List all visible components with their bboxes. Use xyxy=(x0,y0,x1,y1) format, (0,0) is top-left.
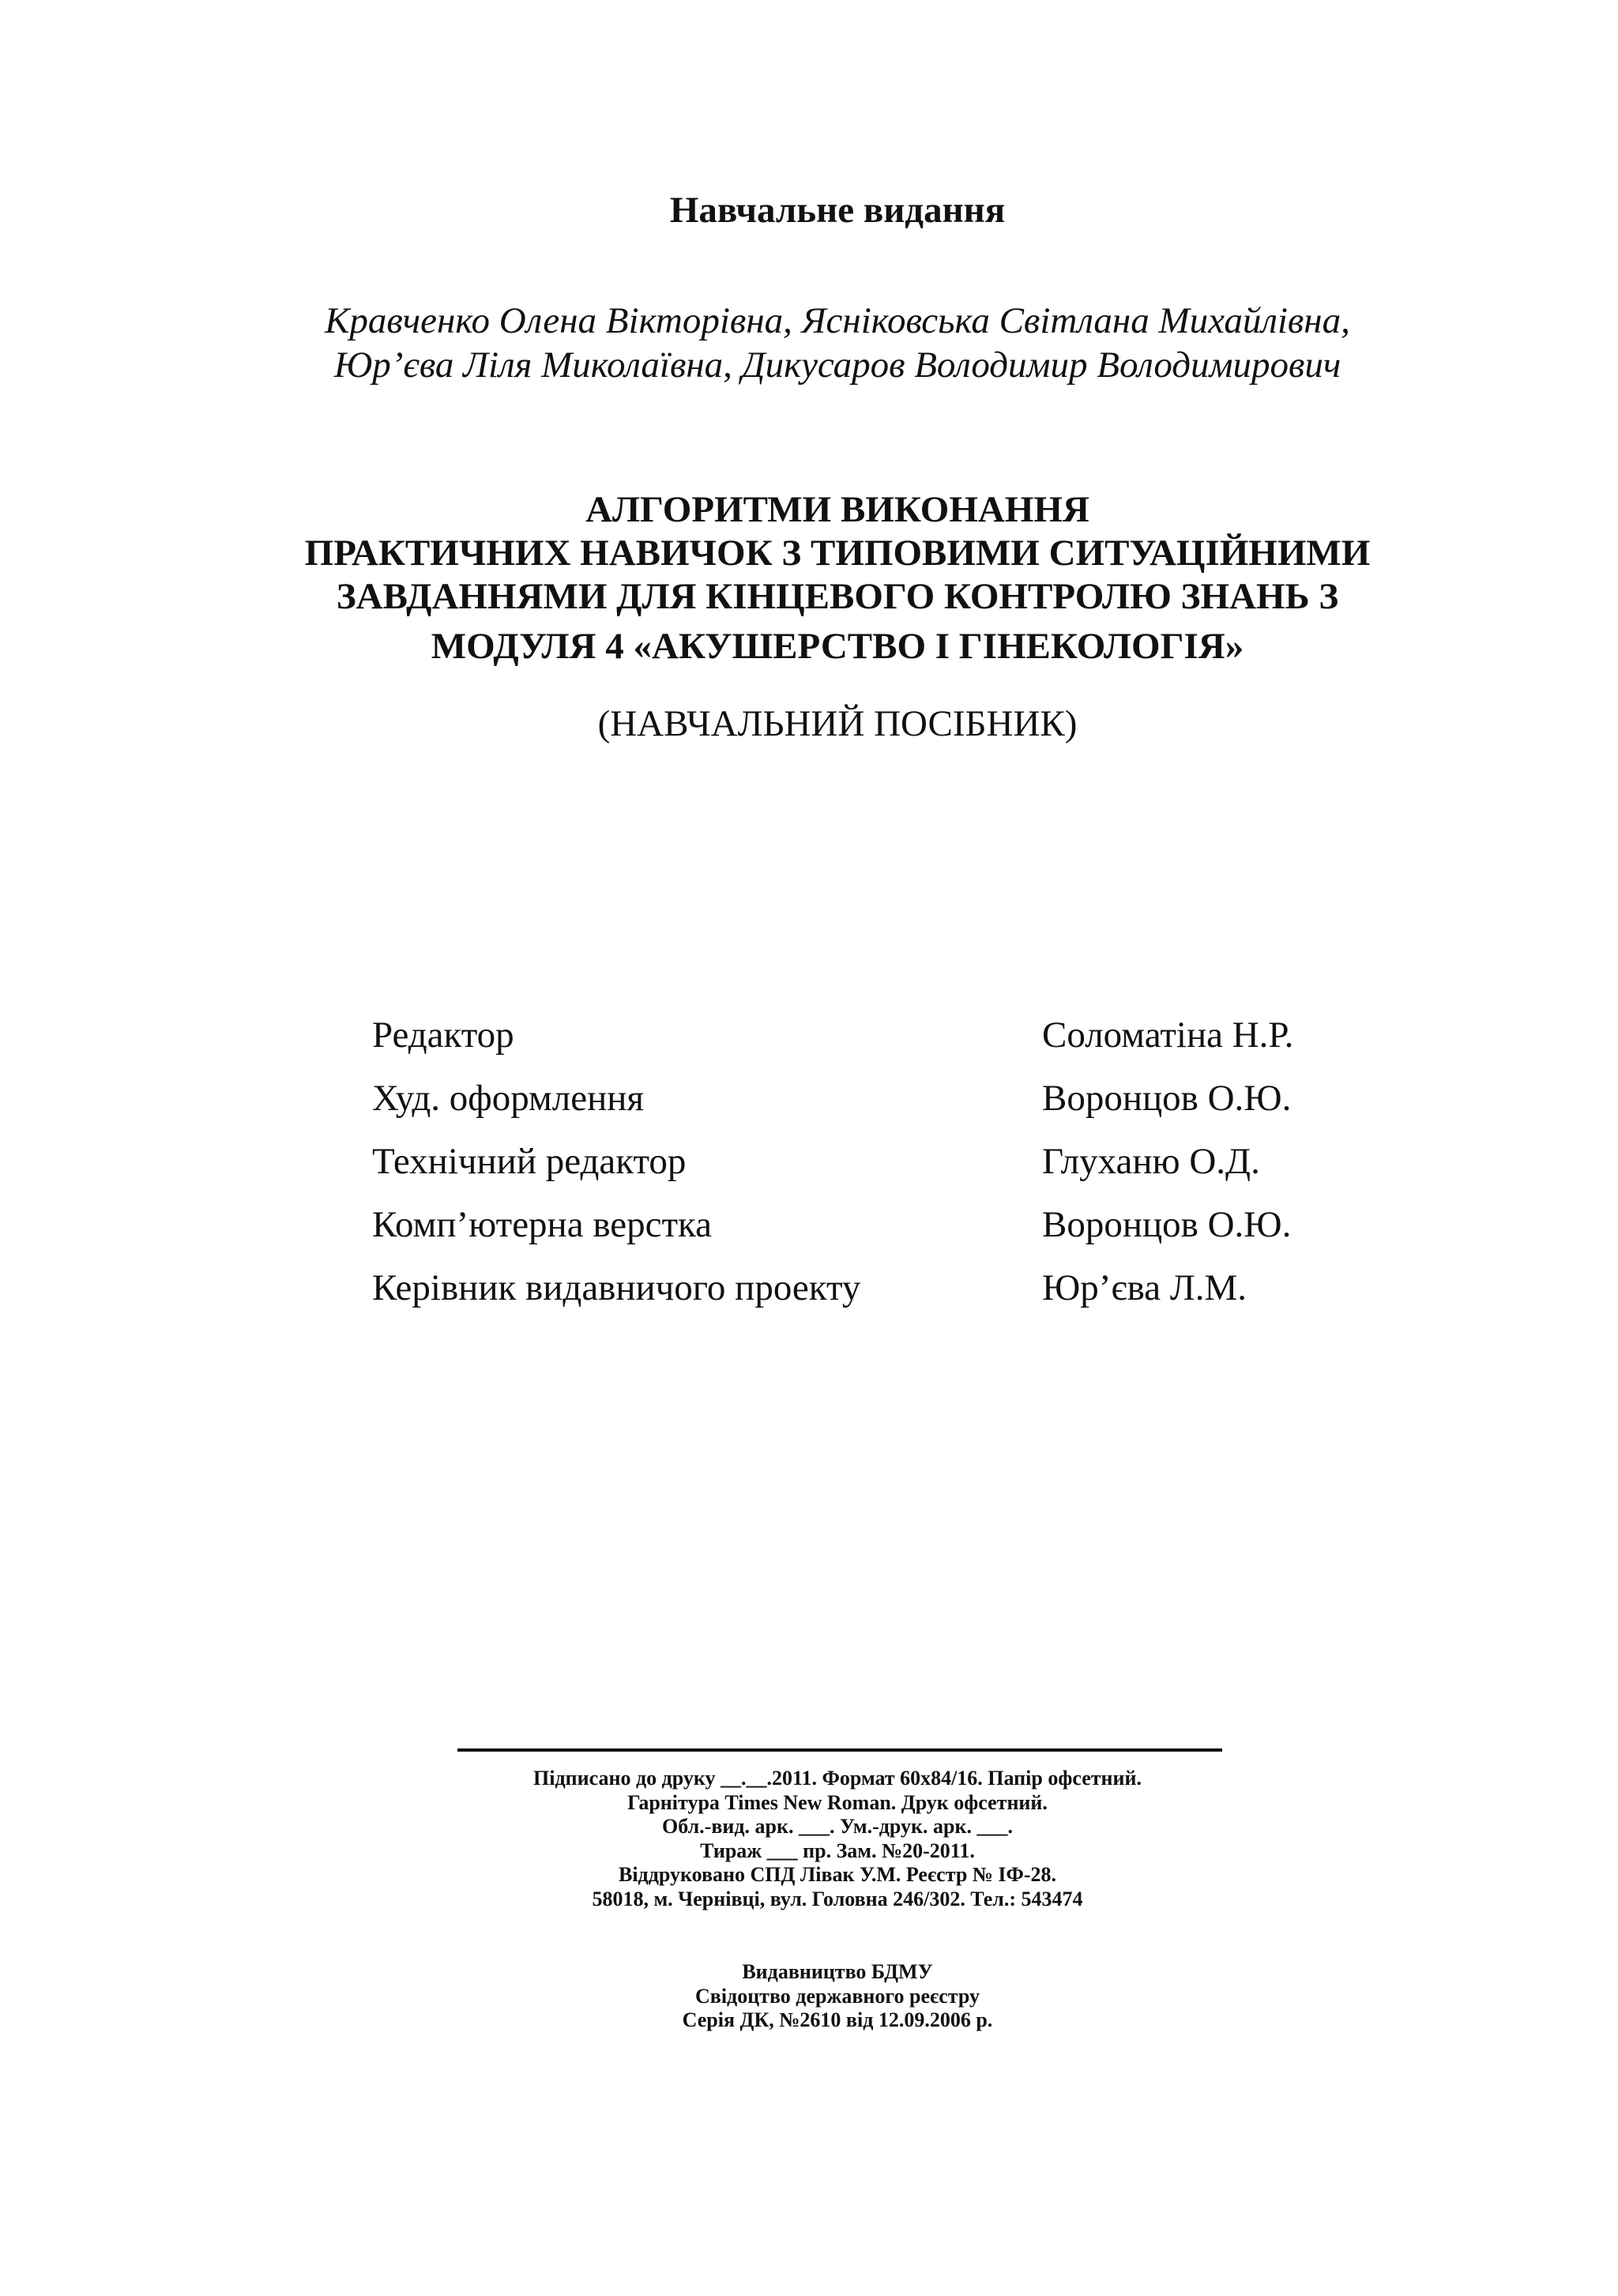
credit-name: Юр’єва Л.М. xyxy=(1042,1267,1247,1308)
credit-row xyxy=(372,1266,1399,1329)
credit-role: Худ. оформлення xyxy=(372,1078,644,1119)
credit-name: Глуханю О.Д. xyxy=(1042,1141,1260,1182)
document-subtitle: (НАВЧАЛЬНИЙ ПОСІБНИК) xyxy=(597,703,1078,744)
credit-row xyxy=(372,1203,1399,1266)
credit-name: Воронцов О.Ю. xyxy=(1042,1204,1292,1245)
publisher-line: Видавництво БДМУ xyxy=(742,1960,933,1983)
divider-rule xyxy=(457,1748,1222,1752)
imprint-line: Обл.-вид. арк. ___. Ум.-друк. арк. ___. xyxy=(662,1815,1013,1838)
credit-role: Комп’ютерна верстка xyxy=(372,1204,712,1245)
title-line: ПРАКТИЧНИХ НАВИЧОК З ТИПОВИМИ СИТУАЦІЙНИМИ xyxy=(304,533,1371,574)
publisher-line: Свідоцтво державного реєстру xyxy=(695,1984,980,2008)
credit-row xyxy=(372,1076,1399,1139)
edition-heading: Навчальне видання xyxy=(669,190,1006,231)
credits-list xyxy=(372,1013,1399,1329)
credit-role: Технічний редактор xyxy=(372,1141,687,1182)
document-title xyxy=(0,488,1618,668)
imprint-line: Підписано до друку __.__.2011. Формат 60х84/16. Папір офсетний. xyxy=(533,1767,1142,1790)
authors-line: Юр’єва Ліля Миколаївна, Дикусаров Володимир Володимирович xyxy=(333,344,1341,386)
credit-name: Воронцов О.Ю. xyxy=(1042,1078,1292,1119)
publisher-block xyxy=(0,1960,1618,2033)
title-line: МОДУЛЯ 4 «АКУШЕРСТВО І ГІНЕКОЛОГІЯ» xyxy=(431,626,1244,667)
imprint-line: 58018, м. Чернівці, вул. Головна 246/302. Тел.: 543474 xyxy=(592,1887,1083,1910)
authors-line: Кравченко Олена Вікторівна, Ясніковська Світлана Михайлівна, xyxy=(325,300,1350,341)
imprint-block xyxy=(0,1767,1618,1911)
credit-role: Редактор xyxy=(372,1014,514,1056)
imprint-line: Гарнітура Times New Roman. Друк офсетний. xyxy=(627,1790,1048,1814)
credit-row xyxy=(372,1013,1399,1076)
credit-name: Соломатіна Н.Р. xyxy=(1042,1014,1294,1056)
credit-row xyxy=(372,1139,1399,1203)
title-line: ЗАВДАННЯМИ ДЛЯ КІНЦЕВОГО КОНТРОЛЮ ЗНАНЬ З xyxy=(336,576,1339,617)
credit-role: Керівник видавничого проекту xyxy=(372,1267,861,1308)
imprint-line: Тираж ___ пр. Зам. №20-2011. xyxy=(700,1839,975,1862)
authors-block xyxy=(0,299,1618,387)
publisher-line: Серія ДК, №2610 від 12.09.2006 р. xyxy=(682,2008,993,2031)
imprint-line: Віддруковано СПД Лівак У.М. Реєстр № ІФ-28. xyxy=(618,1863,1057,1886)
title-line: АЛГОРИТМИ ВИКОНАННЯ xyxy=(585,489,1089,530)
